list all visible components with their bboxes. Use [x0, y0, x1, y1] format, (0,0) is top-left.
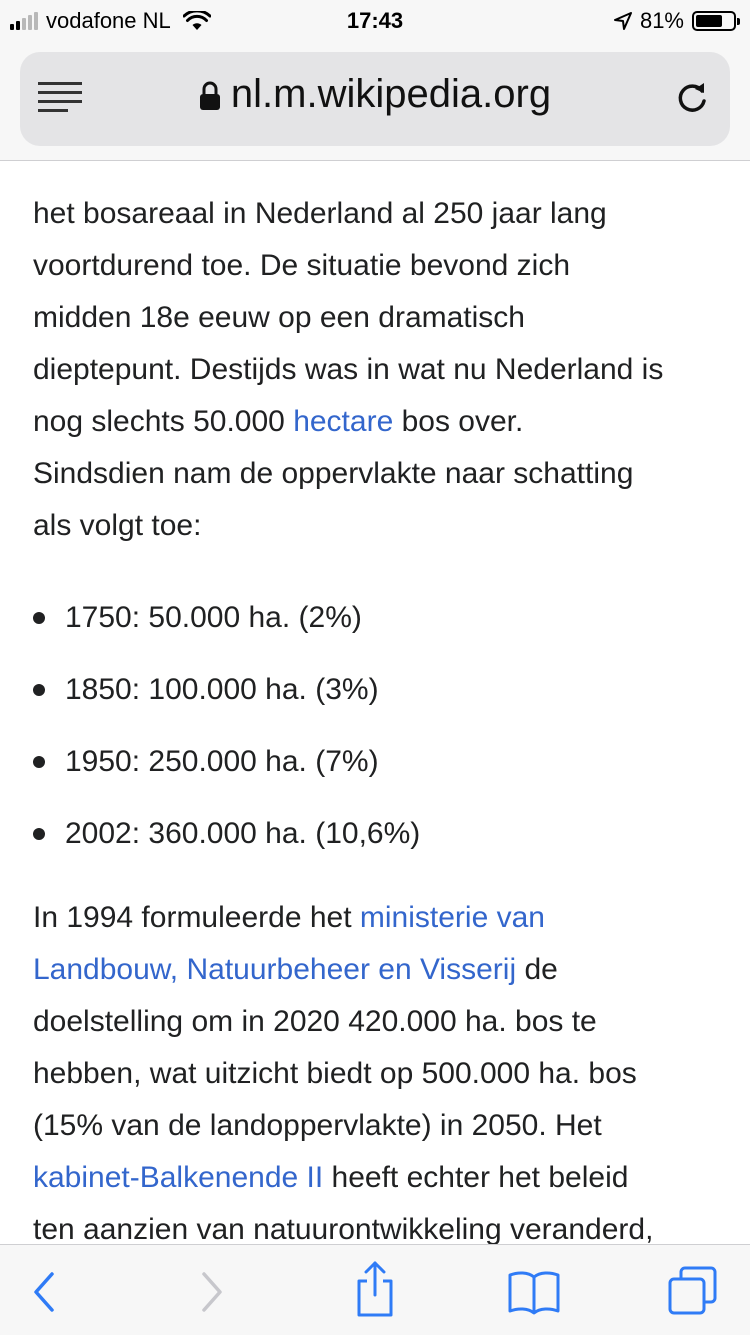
text-line: ten aanzien van natuurontwikkeling veranderd,	[33, 1213, 654, 1244]
paragraph-ministry	[33, 892, 723, 1244]
link-kabinet-balkenende[interactable]: kabinet-Balkenende II	[33, 1161, 324, 1194]
link-ministerie-cont[interactable]: Landbouw, Natuurbeheer en Visserij	[33, 953, 517, 986]
list-item: 1850: 100.000 ha. (3%)	[33, 654, 723, 726]
location-arrow-icon	[614, 12, 632, 30]
status-right	[614, 8, 736, 34]
text-line: In 1994 formuleerde het	[33, 901, 360, 934]
tabs-icon[interactable]	[664, 1263, 724, 1319]
bullet	[33, 684, 45, 696]
text-line: (15% van de landoppervlakte) in 2050. Het	[33, 1109, 602, 1142]
bookmarks-icon[interactable]	[504, 1267, 564, 1317]
battery-fill	[696, 15, 722, 27]
text-line: heeft echter het beleid	[323, 1161, 629, 1194]
text-line: als volgt toe:	[33, 509, 202, 542]
bullet	[33, 756, 45, 768]
text-line: nog slechts 50.000	[33, 405, 294, 438]
header-divider	[0, 160, 750, 161]
text-line: Sindsdien nam de oppervlakte naar schatting	[33, 457, 634, 490]
forest-area-list	[33, 582, 723, 870]
link-ministerie[interactable]: ministerie van	[359, 901, 545, 934]
share-icon[interactable]	[345, 1259, 405, 1317]
article-content	[33, 162, 723, 1244]
text-line: doelstelling om in 2020 420.000 ha. bos te	[33, 1005, 597, 1038]
link-hectare[interactable]: hectare	[293, 405, 394, 438]
browser-header	[0, 42, 750, 160]
bullet	[33, 828, 45, 840]
clipped-previous-line	[33, 162, 41, 180]
url-text: nl.m.wikipedia.org	[230, 72, 552, 116]
list-item: 1950: 250.000 ha. (7%)	[33, 726, 723, 798]
text-line: de	[516, 953, 558, 986]
reload-icon[interactable]	[674, 77, 710, 117]
carrier-name: vodafone NL	[46, 8, 171, 33]
text-line: bos over.	[393, 405, 524, 438]
lock-icon	[199, 81, 221, 111]
text-line: dieptepunt. Destijds was in wat nu Nederland is	[33, 353, 664, 386]
battery-percent: 81%	[639, 8, 684, 33]
list-item: 1750: 50.000 ha. (2%)	[33, 582, 723, 654]
forward-icon[interactable]	[180, 1267, 240, 1317]
bullet	[33, 612, 45, 624]
battery-tip	[737, 18, 740, 25]
text-line: voortdurend toe. De situatie bevond zich	[33, 249, 570, 282]
paragraph-forest-area	[33, 188, 723, 552]
status-bar	[0, 0, 750, 42]
url-display[interactable]	[20, 72, 730, 117]
battery-icon	[692, 11, 736, 31]
back-icon[interactable]	[22, 1267, 82, 1317]
text-line: het bosareaal in Nederland al 250 jaar lang	[33, 197, 607, 230]
status-time: 17:43	[346, 8, 404, 33]
address-bar[interactable]	[20, 52, 730, 146]
text-line: midden 18e eeuw op een dramatisch	[33, 301, 525, 334]
bottom-toolbar	[0, 1244, 750, 1335]
text-line: hebben, wat uitzicht biedt op 500.000 ha. bos	[33, 1057, 637, 1090]
list-item: 2002: 360.000 ha. (10,6%)	[33, 798, 723, 870]
